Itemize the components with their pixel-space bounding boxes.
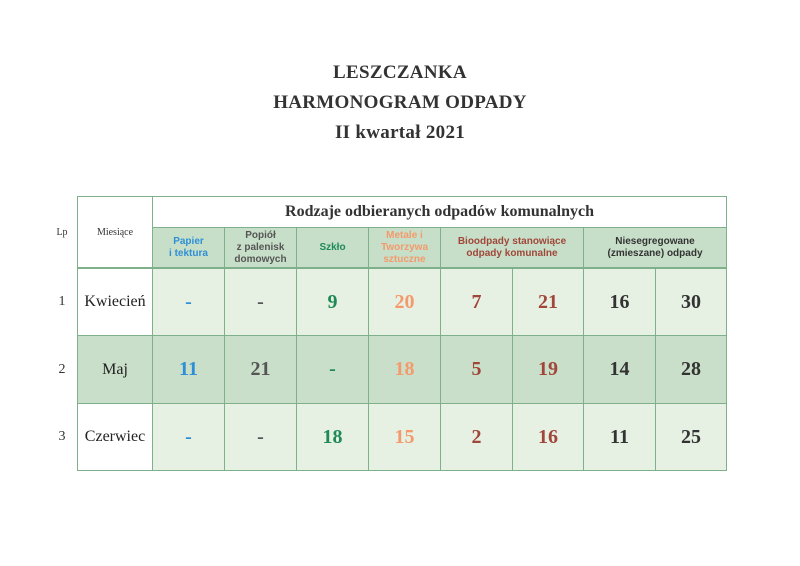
mixed-date-2: 25 [655,403,727,471]
metal-date: 20 [368,268,441,336]
row-number: 3 [58,429,66,444]
metal-date: 18 [368,335,441,404]
bio-date-2: 19 [512,335,584,404]
document-title [0,58,800,148]
bio-date-2: 16 [512,403,584,471]
mixed-date-1: 14 [583,335,656,404]
waste-types-header: Rodzaje odbieranych odpadów komunalnych [152,196,727,228]
title-village: LESZCZANKA [333,62,467,83]
col-header-paper: Papier i tektura [152,227,225,268]
glass-date: 18 [296,403,369,471]
mixed-date-2: 28 [655,335,727,404]
mixed-date-1: 16 [583,268,656,336]
title-schedule: HARMONOGRAM ODPADY [273,92,527,113]
col-header-bio: Bioodpady stanowiące odpady komunalne [440,227,584,268]
mixed-date-1: 11 [583,403,656,471]
bio-date-1: 5 [440,335,513,404]
metal-date: 15 [368,403,441,471]
mixed-date-2: 30 [655,268,727,336]
lp-header: Lp [56,226,68,238]
paper-date: 11 [152,335,225,404]
paper-date: - [152,403,225,471]
col-header-ash: Popiół z palenisk domowych [224,227,297,268]
col-header-mixed: Niesegregowane (zmieszane) odpady [583,227,727,268]
glass-date: - [296,335,369,404]
bio-date-2: 21 [512,268,584,336]
ash-date: 21 [224,335,297,404]
month-cell: Czerwiec [77,403,153,471]
row-number: 1 [58,294,66,309]
month-cell: Kwiecień [77,268,153,336]
months-header: Miesiące [77,196,153,268]
ash-date: - [224,268,297,336]
paper-date: - [152,268,225,336]
bio-date-1: 2 [440,403,513,471]
ash-date: - [224,403,297,471]
col-header-glass: Szkło [296,227,369,268]
bio-date-1: 7 [440,268,513,336]
month-cell: Maj [77,335,153,404]
title-quarter: II kwartał 2021 [334,122,466,143]
glass-date: 9 [296,268,369,336]
row-number: 2 [58,361,66,377]
col-header-metal-plastic: Metale i Tworzywa sztuczne [368,227,441,268]
